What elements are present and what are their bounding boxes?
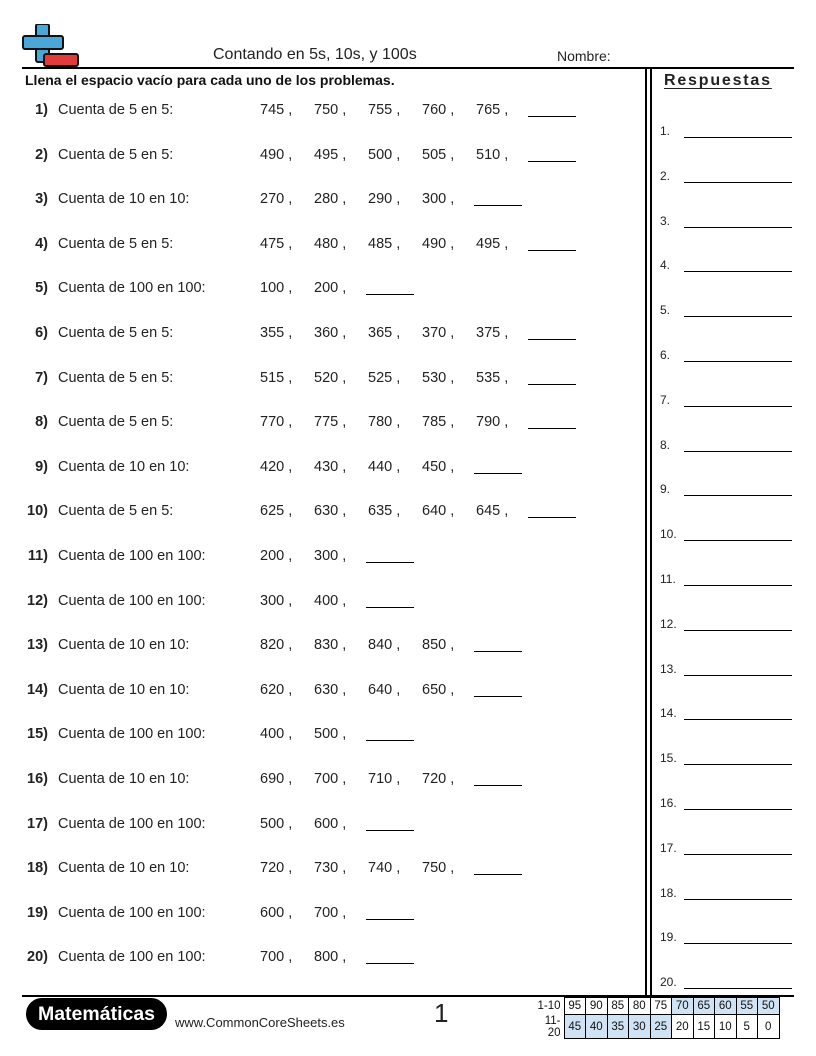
problem-number: 6) [35,325,48,341]
site-url[interactable]: www.CommonCoreSheets.es [175,1015,345,1030]
answer-blank[interactable] [474,874,522,875]
answer-line[interactable] [684,764,792,765]
sequence-value: 360 , [314,325,347,341]
sequence-value: 840 , [368,637,401,654]
problem-label: Cuenta de 10 en 10: [58,860,190,877]
answer-row [660,258,792,274]
sequence-value: 630 , [314,503,347,520]
score-key-row [530,1015,779,1039]
problem-label: Cuenta de 10 en 10: [58,771,190,787]
problem-label: Cuenta de 10 en 10: [58,191,190,208]
problem-label: Cuenta de 5 en 5: [58,235,174,252]
answer-line[interactable] [684,630,792,631]
sequence-value: 780 , [368,414,401,431]
problem-label: Cuenta de 5 en 5: [58,369,174,386]
answer-row [660,617,792,633]
answer-number: 19. [660,930,677,945]
sequence-value: 100 , [260,280,293,297]
answer-blank[interactable] [474,473,522,474]
answer-row [660,482,792,498]
answer-number: 15. [660,751,677,766]
sequence-value: 620 , [260,681,293,698]
answer-row [660,841,792,857]
problem-number: 3) [35,191,48,208]
sequence-value: 490 , [422,235,455,252]
sequence-value: 760 , [422,102,455,118]
score-key-label: 1-10 [537,1000,561,1012]
answer-blank[interactable] [366,607,414,608]
answer-line[interactable] [684,406,792,407]
answer-number: 12. [660,616,677,631]
brand-badge: Matemáticas [26,998,167,1030]
sequence-value: 530 , [422,369,455,386]
answer-line[interactable] [684,719,792,720]
score-key-cell: 70 [672,998,694,1015]
answer-column-divider [645,67,652,995]
answer-line[interactable] [684,316,792,317]
problem-label: Cuenta de 5 en 5: [58,503,174,520]
sequence-value: 200 , [260,548,293,564]
score-key-row [530,998,779,1015]
sequence-value: 300 , [260,592,293,609]
problem-label: Cuenta de 100 en 100: [58,949,206,966]
answer-row [660,706,792,722]
answer-row [660,124,792,140]
sequence-value: 720 , [422,771,455,787]
answer-number: 4. [660,258,671,273]
sequence-value: 700 , [314,771,347,787]
problem-label: Cuenta de 10 en 10: [58,458,190,475]
problem-number: 18) [27,860,48,877]
answer-number: 17. [660,840,677,855]
problem-label: Cuenta de 5 en 5: [58,414,174,431]
sequence-value: 300 , [314,548,347,564]
answer-row [660,975,792,991]
sequence-value: 750 , [314,102,347,118]
answer-row [660,303,792,319]
answer-row [660,527,792,543]
sequence-value: 600 , [260,904,293,921]
problem-number: 8) [35,414,48,431]
problem-label: Cuenta de 10 en 10: [58,637,190,654]
sequence-value: 400 , [314,592,347,609]
sequence-value: 400 , [260,726,293,743]
sequence-value: 475 , [260,235,293,252]
problem-number: 11) [27,548,48,564]
problem-number: 16) [27,771,48,787]
problem-label: Cuenta de 100 en 100: [58,592,206,609]
sequence-value: 625 , [260,503,293,520]
instructions: Llena el espacio vacío para cada uno de los problemas. [25,72,395,88]
sequence-value: 830 , [314,637,347,654]
problem-label: Cuenta de 5 en 5: [58,102,174,118]
answer-number: 8. [660,437,671,452]
problem-number: 4) [35,235,48,252]
sequence-value: 510 , [476,146,509,163]
sequence-value: 700 , [260,949,293,966]
sequence-value: 785 , [422,414,455,431]
answer-line[interactable] [684,137,792,138]
score-key-cell: 20 [672,1015,694,1039]
answer-blank[interactable] [528,161,576,162]
sequence-value: 850 , [422,637,455,654]
answer-number: 11. [660,572,676,586]
problem-number: 14) [27,681,48,698]
sequence-value: 280 , [314,191,347,208]
sequence-value: 370 , [422,325,455,341]
sequence-value: 630 , [314,681,347,698]
problem-label: Cuenta de 100 en 100: [58,726,206,743]
answer-blank[interactable] [528,517,576,518]
answer-number: 1. [660,124,671,138]
score-key-cell: 80 [629,998,651,1015]
sequence-value: 640 , [422,503,455,520]
answer-row [660,438,792,454]
sequence-value: 270 , [260,191,293,208]
problem-number: 13) [27,637,48,654]
sequence-value: 375 , [476,325,509,341]
answer-line[interactable] [684,899,792,900]
page-number: 1 [434,998,449,1028]
answer-number: 7. [660,392,671,407]
problem-label: Cuenta de 100 en 100: [58,904,206,921]
answer-blank[interactable] [474,651,522,652]
sequence-value: 535 , [476,369,509,386]
answer-blank[interactable] [528,116,576,117]
answer-line[interactable] [684,809,792,810]
answer-blank[interactable] [528,250,576,251]
name-label: Nombre: [557,48,611,64]
answer-line[interactable] [684,943,792,944]
sequence-value: 500 , [314,726,347,743]
answer-line[interactable] [684,227,792,228]
sequence-value: 520 , [314,369,347,386]
score-key-cell: 35 [607,1015,629,1039]
answer-line[interactable] [684,495,792,496]
problem-number: 9) [35,458,48,475]
score-key-cell: 55 [736,998,758,1015]
answer-row [660,169,792,185]
sequence-value: 500 , [260,815,293,832]
answer-blank[interactable] [366,830,414,831]
score-key-cell: 40 [586,1015,608,1039]
problem-number: 1) [35,102,48,118]
sequence-value: 430 , [314,458,347,475]
sequence-value: 450 , [422,458,455,475]
problem-number: 19) [27,904,48,921]
problem-number: 10) [27,503,48,520]
sequence-value: 755 , [368,102,401,118]
score-key-cell: 85 [607,998,629,1015]
problem-label: Cuenta de 5 en 5: [58,146,174,163]
score-key-cell: 30 [629,1015,651,1039]
answer-number: 16. [660,796,677,810]
problem-number: 5) [35,280,48,297]
problem-number: 2) [35,146,48,163]
answer-row [660,796,792,812]
answer-number: 9. [660,482,671,497]
sequence-value: 650 , [422,681,455,698]
answer-row [660,572,792,588]
problem-label: Cuenta de 100 en 100: [58,280,206,297]
score-key-cell: 45 [564,1015,586,1039]
sequence-value: 730 , [314,860,347,877]
answer-line[interactable] [684,854,792,855]
answer-number: 13. [660,661,677,676]
score-key-cell: 90 [586,998,608,1015]
answer-blank[interactable] [366,963,414,964]
sequence-value: 420 , [260,458,293,475]
sequence-value: 645 , [476,503,509,520]
answer-blank[interactable] [474,785,522,786]
sequence-value: 635 , [368,503,401,520]
answer-blank[interactable] [366,562,414,563]
sequence-value: 525 , [368,369,401,386]
answer-row [660,393,792,409]
sequence-value: 775 , [314,414,347,431]
sequence-value: 485 , [368,235,401,252]
sequence-value: 480 , [314,235,347,252]
problem-number: 20) [27,949,48,966]
sequence-value: 770 , [260,414,293,431]
sequence-value: 440 , [368,458,401,475]
answer-blank[interactable] [366,919,414,920]
answer-blank[interactable] [366,294,414,295]
answer-line[interactable] [684,675,792,676]
sequence-value: 700 , [314,904,347,921]
answer-blank[interactable] [366,740,414,741]
sequence-value: 800 , [314,949,347,966]
problem-label: Cuenta de 100 en 100: [58,815,206,832]
sequence-value: 740 , [368,860,401,877]
answer-blank[interactable] [474,696,522,697]
score-key-cell: 10 [715,1015,737,1039]
answer-line[interactable] [684,361,792,362]
answer-number: 5. [660,303,671,318]
answer-number: 10. [660,527,677,542]
sequence-value: 765 , [476,102,509,118]
plus-minus-logo-icon [22,24,80,68]
problem-number: 7) [35,369,48,386]
answer-line[interactable] [684,451,792,452]
answer-number: 18. [660,885,677,900]
answer-line[interactable] [684,271,792,272]
answer-blank[interactable] [528,384,576,385]
header-rule [22,67,794,69]
sequence-value: 505 , [422,146,455,163]
sequence-value: 720 , [260,860,293,877]
answer-number: 6. [660,348,671,362]
sequence-value: 495 , [314,146,347,163]
problem-number: 12) [27,592,48,609]
score-key-cell: 95 [564,998,586,1015]
sequence-value: 710 , [368,771,401,787]
score-key-cell: 15 [693,1015,715,1039]
sequence-value: 500 , [368,146,401,163]
answer-blank[interactable] [474,205,522,206]
problem-label: Cuenta de 10 en 10: [58,681,190,698]
sequence-value: 300 , [422,191,455,208]
answer-row [660,886,792,902]
answer-blank[interactable] [528,339,576,340]
score-key-table [530,997,780,1039]
answer-number: 2. [660,168,671,183]
answer-row [660,751,792,767]
sequence-value: 640 , [368,681,401,698]
sequence-value: 750 , [422,860,455,877]
score-key-cell: 75 [650,998,672,1015]
answer-row [660,930,792,946]
answer-line[interactable] [684,585,792,586]
answer-number: 20. [660,975,677,990]
answer-row [660,662,792,678]
answer-row [660,348,792,364]
sequence-value: 355 , [260,325,293,341]
answers-title: Respuestas [664,72,772,89]
sequence-value: 290 , [368,191,401,208]
problem-number: 17) [27,815,48,832]
sequence-value: 790 , [476,414,509,431]
score-key-label: 11-20 [544,1014,561,1039]
sequence-value: 690 , [260,771,293,787]
sequence-value: 490 , [260,146,293,163]
answer-number: 14. [660,706,677,721]
answer-row [660,214,792,230]
sequence-value: 200 , [314,280,347,297]
sequence-value: 365 , [368,325,401,341]
sequence-value: 515 , [260,369,293,386]
problem-number: 15) [27,726,48,743]
answer-number: 3. [660,213,671,228]
answer-blank[interactable] [528,428,576,429]
score-key-cell: 65 [693,998,715,1015]
answer-line[interactable] [684,182,792,183]
sequence-value: 600 , [314,815,347,832]
answer-line[interactable] [684,988,792,989]
answer-line[interactable] [684,540,792,541]
sequence-value: 495 , [476,235,509,252]
problem-label: Cuenta de 100 en 100: [58,548,206,564]
sequence-value: 745 , [260,102,293,118]
score-key-cell: 5 [736,1015,758,1039]
score-key-cell: 0 [758,1015,780,1039]
score-key-cell: 60 [715,998,737,1015]
score-key-cell: 25 [650,1015,672,1039]
score-key-cell: 50 [758,998,780,1015]
worksheet-title: Contando en 5s, 10s, y 100s [213,46,417,63]
sequence-value: 820 , [260,637,293,654]
problem-label: Cuenta de 5 en 5: [58,325,174,341]
